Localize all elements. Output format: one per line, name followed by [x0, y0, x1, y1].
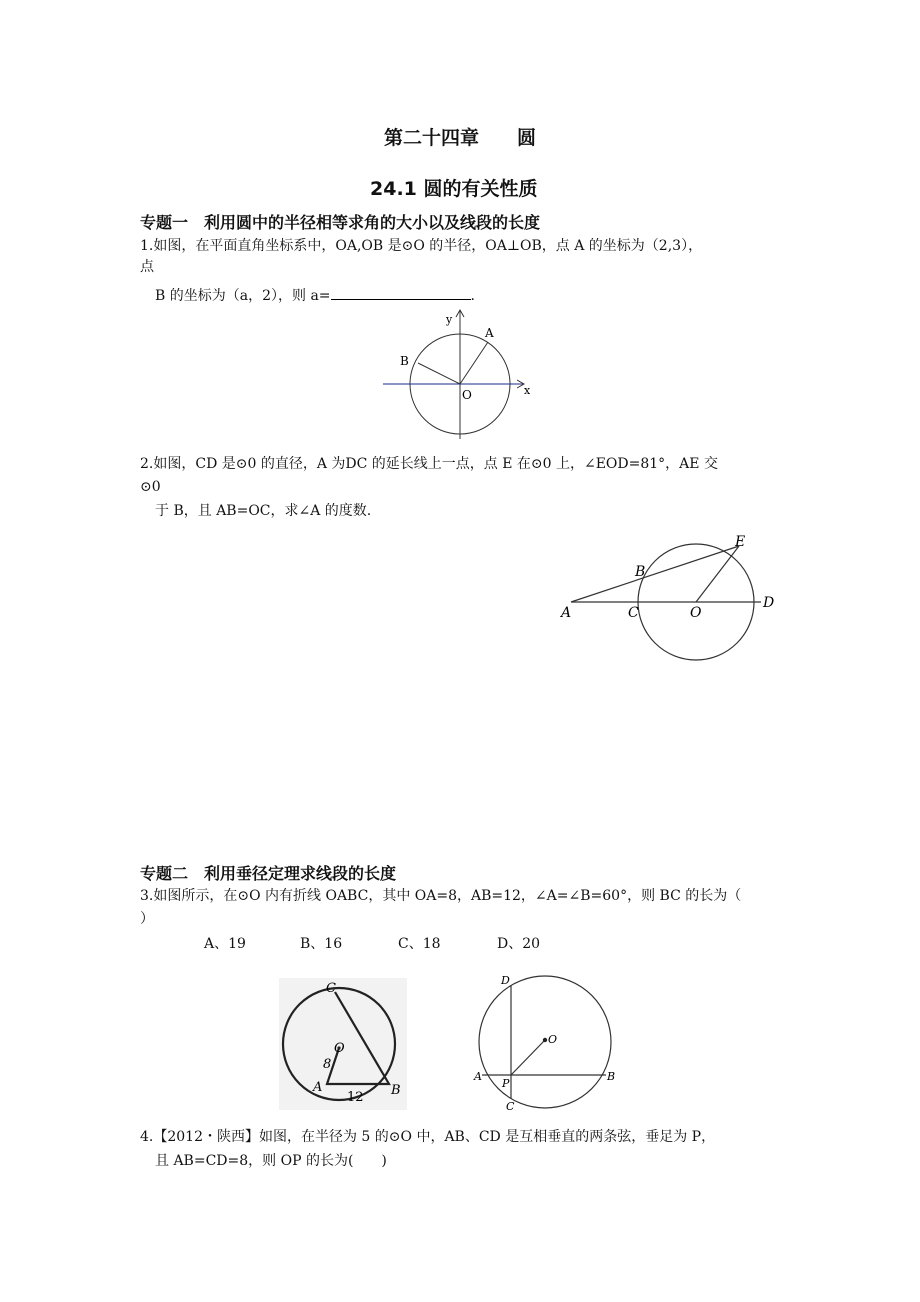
- q1-label-a: A: [485, 326, 494, 340]
- q2-line-ae: [571, 546, 739, 602]
- q3b-label-p: P: [502, 1077, 510, 1090]
- q3-segment-op: [511, 1040, 545, 1075]
- q3-option-b[interactable]: B、16: [300, 936, 343, 952]
- q3-line1: 3.如图所示，在⊙O 内有折线 OABC，其中 OA=8，AB=12，∠A=∠B=60°，则 BC 的长为（: [140, 888, 742, 904]
- q3a-label-12: 12: [347, 1090, 364, 1105]
- q2-radius-oe: [696, 546, 739, 602]
- q1-label-b: B: [400, 354, 409, 368]
- q1-label-o: O: [462, 388, 472, 402]
- q3b-label-d: D: [501, 974, 510, 987]
- q3b-label-b: B: [607, 1070, 616, 1083]
- q3a-label-o: O: [334, 1041, 345, 1056]
- topic1-heading: 专题一 利用圆中的半径相等求角的大小以及线段的长度: [140, 213, 541, 232]
- q3a-label-c: C: [326, 981, 336, 996]
- q4-line1: 4.【2012・陕西】如图，在半径为 5 的⊙O 中，AB、CD 是互相垂直的两条弦，垂足为 P，: [140, 1129, 716, 1145]
- q2-figure: [555, 528, 795, 668]
- q1-line3-text: B 的坐标为（a，2），则 a=: [155, 288, 331, 304]
- q2-label-c: C: [628, 605, 639, 621]
- answer-blank[interactable]: [331, 285, 471, 300]
- q2-label-o: O: [690, 605, 702, 621]
- q1-label-x: x: [524, 384, 531, 397]
- q1-radius-oa: [460, 342, 488, 384]
- q3b-label-c: C: [506, 1100, 515, 1113]
- q3-figure-2: [470, 968, 620, 1114]
- q2-line1: 2.如图，CD 是⊙0 的直径，A 为DC 的延长线上一点，点 E 在⊙0 上，∠EOD=81°，AE 交: [140, 456, 718, 472]
- q3a-label-8: 8: [323, 1057, 332, 1072]
- q2-line2: ⊙0: [140, 479, 161, 495]
- q2-line3: 于 B，且 AB=OC，求∠A 的度数.: [155, 503, 372, 519]
- q2-label-a: A: [561, 605, 572, 621]
- q3-center-dot-2: [543, 1038, 547, 1042]
- q3-option-d[interactable]: D、20: [497, 936, 541, 952]
- q1-line3-end: .: [470, 288, 475, 304]
- chapter-title: 第二十四章 圆: [384, 127, 537, 149]
- q1-label-y: y: [446, 313, 453, 326]
- q1-line2: 点: [140, 259, 154, 275]
- q3-option-a[interactable]: A、19: [204, 936, 246, 952]
- q3a-label-b: B: [391, 1083, 401, 1098]
- q4-line2: 且 AB=CD=8，则 OP 的长为( ): [155, 1153, 387, 1169]
- q1-radius-ob: [418, 363, 460, 384]
- q1-figure: [378, 305, 538, 445]
- q3-option-c[interactable]: C、18: [398, 936, 441, 952]
- q2-label-d: D: [763, 595, 775, 611]
- q3-figure-1: [279, 978, 407, 1110]
- q3b-label-o: O: [548, 1033, 558, 1046]
- q1-line3: [155, 285, 475, 305]
- section-title: 24.1 圆的有关性质: [370, 178, 538, 200]
- q3b-label-a: A: [474, 1070, 482, 1083]
- q3a-label-a: A: [313, 1080, 323, 1095]
- q2-label-e: E: [735, 534, 746, 550]
- q1-line1: 1.如图，在平面直角坐标系中，OA,OB 是⊙O 的半径，OA⊥OB，点 A 的坐标为（2,3），: [140, 238, 703, 254]
- topic2-heading: 专题二 利用垂径定理求线段的长度: [140, 864, 397, 883]
- q2-label-b: B: [635, 564, 646, 580]
- q3-line2: ）: [140, 911, 154, 927]
